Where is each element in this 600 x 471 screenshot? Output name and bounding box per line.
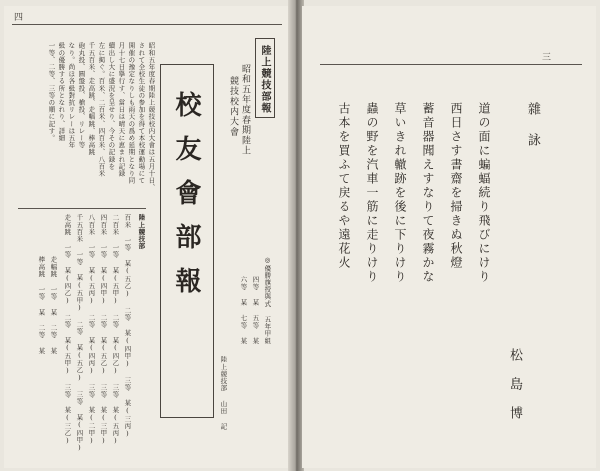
body-line: なり。尚ほ各級對抗リレーは五年 bbox=[67, 42, 76, 149]
body-line: 昭和五年度春期陸上競技校内大會は五月十日、 bbox=[147, 42, 156, 192]
haiku-line: 蓄音器聞えすなりて夜霧かな bbox=[421, 102, 435, 284]
club-report-title-box bbox=[160, 64, 214, 418]
left-mid-rule bbox=[18, 208, 146, 209]
right-top-rule bbox=[320, 64, 582, 65]
body-line: 開催の豫定なりしも雨天の爲め延期となり同 bbox=[127, 42, 136, 184]
event-result-line: 百米 一等 某(五乙) 二等 某(四甲) 三等 某(三丙) bbox=[123, 214, 132, 438]
ceremony-line: 六等 某 七等 某 bbox=[239, 276, 248, 345]
poem-author: 松島博 bbox=[507, 348, 522, 435]
body-line: 級の優勝する所となれり、詳細 bbox=[57, 42, 66, 142]
left-top-rule bbox=[12, 24, 282, 25]
athletics-section-box bbox=[255, 38, 275, 118]
left-page-number: 四 bbox=[14, 13, 24, 23]
haiku-line: 西日さす書齋を掃きぬ秋燈 bbox=[449, 102, 463, 270]
meet-title-line-1: 昭和五年度春期陸上 bbox=[240, 64, 250, 156]
haiku-line: 道の面に蝙蝠続り飛びにけり bbox=[477, 102, 491, 284]
haiku-line: 蟲の野を汽車一筋に走りけり bbox=[365, 102, 379, 284]
body-line: 千五百米、走高跳、走幅跳、棒高跳 bbox=[87, 42, 96, 156]
event-result-line: 二百米 一等 某(五甲) 二等 某(四乙) 三等 某(五丙) bbox=[111, 214, 120, 445]
mid-header: 陸上競技部 bbox=[137, 214, 146, 250]
athletics-section-label: 陸上競技部報 bbox=[259, 45, 270, 114]
event-result-line: 走高跳 一等 某(四乙) 二等 某(五甲) 三等 某(三乙) bbox=[63, 214, 72, 445]
left-page bbox=[4, 6, 289, 468]
body-line: 月十七日擧行す、當日は晴天に恵まれ記録 bbox=[117, 42, 126, 177]
ceremony-line: 四等 某 五等 某 bbox=[251, 276, 260, 345]
right-page bbox=[302, 6, 596, 468]
event-result-line: 千五百米 一等 某(五甲) 二等 某(五乙) 三等 某(四甲) bbox=[75, 214, 84, 453]
haiku-line: 草いきれ轍跡を後に下りけり bbox=[393, 102, 407, 284]
body-line: 砲丸投、圓盤投、槍投、リレー等 bbox=[77, 42, 86, 149]
body-line: 續出し大に盛況を呈せり、今その記録を bbox=[107, 42, 116, 170]
right-page-number: 三 bbox=[542, 53, 552, 63]
miscellany-heading: 雜詠 bbox=[525, 102, 540, 164]
haiku-line: 古本を買ふて戻るや遠花火 bbox=[337, 102, 351, 270]
event-result-line: 八百米 一等 某(五丙) 二等 某(四丙) 三等 某(二甲) bbox=[87, 214, 96, 445]
body-line: 左に掲ぐ。百米、二百米、四百米、八百米 bbox=[97, 42, 106, 177]
ceremony-line: ◎優勝旗授與式 五年甲組 bbox=[263, 256, 272, 345]
event-result-line: 四百米 一等 某(四甲) 二等 某(五乙) 三等 某(三甲) bbox=[99, 214, 108, 445]
club-report-title: 校友會部報 bbox=[171, 91, 201, 311]
body-line: 一等、二等、三等の順に記す。 bbox=[47, 42, 56, 142]
meet-title-line-2: 競技校内大會 bbox=[228, 76, 238, 138]
event-result-line: 棒高跳 一等 某 二等 某 bbox=[37, 256, 46, 355]
event-result-line: 走幅跳 一等 某 二等 某 bbox=[49, 256, 58, 355]
club-credit: 陸上競技部 山田 記 bbox=[219, 356, 228, 430]
body-line: されて全校生徒の参加を得て本校運動場にて bbox=[137, 42, 146, 184]
